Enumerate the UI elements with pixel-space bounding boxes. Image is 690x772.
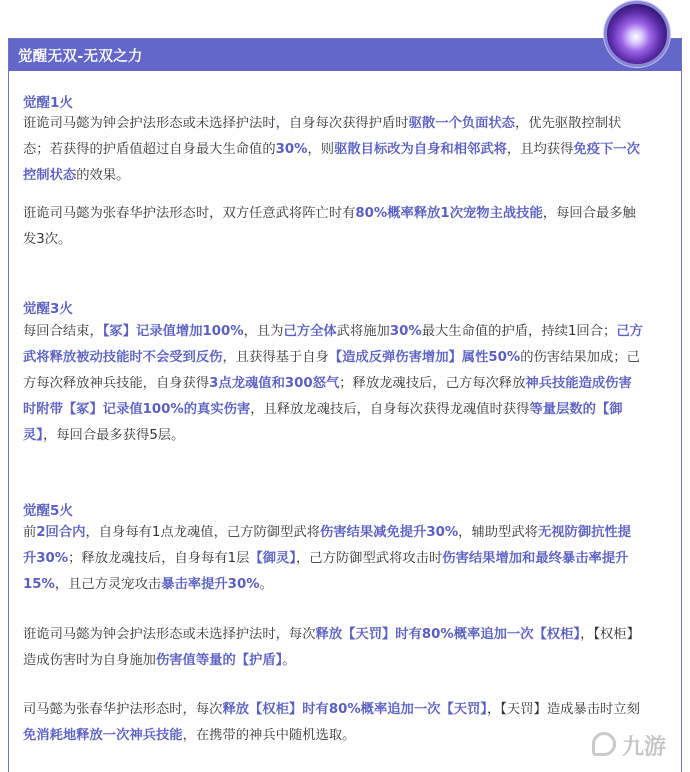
body-text: 诳诡司马懿为钟会护法形态或未选择护法时，自身每次获得护盾时 <box>23 116 409 131</box>
body-text: ，自身每有1点龙魂值，己方防御型武将 <box>85 525 320 540</box>
highlight-text: 免消耗地释放一次神兵技能 <box>23 728 183 743</box>
watermark-text: 九游 <box>622 735 667 760</box>
body-text: 每回合结束， <box>23 324 103 339</box>
paragraph <box>23 201 643 253</box>
card-header <box>9 39 681 71</box>
body-text: ，每回合最多获得5层。 <box>42 428 185 443</box>
body-text: ，在携带的神兵中随机选取。 <box>182 728 356 743</box>
body-text: ，且释放龙魂技后，自身每次获得龙魂值时获得 <box>250 402 530 417</box>
highlight-text: 己方全体 <box>283 324 337 339</box>
paragraph <box>23 697 643 749</box>
body-text: ，且均获得 <box>506 142 574 157</box>
body-text: 的效果。 <box>76 168 130 183</box>
watermark-logo <box>592 728 688 768</box>
highlight-text: 3点龙魂值和300怒气 <box>209 376 340 391</box>
highlight-text: 30% <box>389 324 422 339</box>
watermark-icon <box>592 732 616 756</box>
highlight-text: 【御灵】 <box>249 551 296 566</box>
highlight-text: 己方武将释放被动技能时不会受到反伤 <box>23 324 643 365</box>
body-text: ；释放龙魂技后，己方每次释放 <box>339 376 526 391</box>
body-text: 诳诡司马懿为钟会护法形态或未选择护法时，每次 <box>23 627 316 642</box>
body-text: 最大生命值的护盾，持续1回合； <box>421 324 617 339</box>
paragraph <box>23 319 643 449</box>
body-text: ，且己方灵宠攻击 <box>54 577 162 592</box>
body-text: 司马懿为张春华护法形态时，每次 <box>23 702 223 717</box>
body-text: 诳诡司马懿为张春华护法形态时，双方任意武将阵亡时有 <box>23 206 356 221</box>
highlight-text: 免疫下一次控制状态 <box>23 142 640 183</box>
body-text: ，【权柜】造成伤害时为自身施加 <box>23 627 640 668</box>
highlight-text: 【冢】记录值增加100% <box>102 324 244 339</box>
paragraph <box>23 622 643 674</box>
section-heading-awaken-1: 觉醒1火 <box>23 95 73 111</box>
highlight-text: 伤害结果增加和最终暴击率提升15% <box>23 551 629 592</box>
highlight-text: 伤害值等量的【护盾】 <box>155 653 283 668</box>
highlight-text: 等量层数的【御灵】 <box>23 402 623 443</box>
highlight-text: 暴击率提升30% <box>161 577 260 592</box>
body-text: ，【天罚】造成暴击时立刻 <box>486 702 640 717</box>
body-text: ，优先驱散控制状态；若获得的护盾值超过自身最大生命值的 <box>23 116 622 157</box>
body-text: 武将施加 <box>336 324 390 339</box>
body-text: ，且为 <box>243 324 284 339</box>
card-title: 觉醒无双-无双之力 <box>18 49 143 65</box>
highlight-text: 释放【天罚】时有80%概率追加一次【权柜】 <box>315 627 581 642</box>
hero-avatar <box>604 1 670 67</box>
highlight-text: 30% <box>275 142 308 157</box>
highlight-text: 【造成反弹伤害增加】属性50% <box>328 350 521 365</box>
highlight-text: 伤害结果减免提升30% <box>319 525 459 540</box>
section-heading-awaken-3: 觉醒3火 <box>23 301 73 317</box>
section-heading-awaken-5: 觉醒5火 <box>23 503 73 519</box>
highlight-text: 80%概率释放1次宠物主战技能 <box>355 206 543 221</box>
body-text: ，辅助型武将 <box>458 525 538 540</box>
body-text: 的伤害结果加成；己方每次释放神兵技能，自身获得 <box>23 350 640 391</box>
highlight-text: 释放【权柜】时有80%概率追加一次【天罚】 <box>222 702 487 717</box>
body-text: 。 <box>259 577 273 592</box>
body-text: ，且获得基于自身 <box>222 350 329 365</box>
body-text: 前 <box>23 525 37 540</box>
highlight-text: 无视防御抗性提升30% <box>23 525 632 566</box>
body-text: ；释放龙魂技后，自身每有1层 <box>68 551 250 566</box>
highlight-text: 驱散目标改为自身和相邻武将 <box>334 142 507 157</box>
paragraph <box>23 111 643 189</box>
paragraph <box>23 520 643 598</box>
highlight-text: 2回合内 <box>36 525 86 540</box>
highlight-text: 神兵技能造成伤害时附带【冢】记录值100%的真实伤害 <box>23 376 632 417</box>
highlight-text: 驱散一个负面状态 <box>408 116 515 131</box>
body-text: ，己方防御型武将攻击时 <box>296 551 443 566</box>
body-text: ，则 <box>307 142 335 157</box>
body-text: 。 <box>282 653 296 668</box>
skill-card <box>8 38 682 772</box>
body-text: ，每回合最多触发3次。 <box>23 206 636 247</box>
